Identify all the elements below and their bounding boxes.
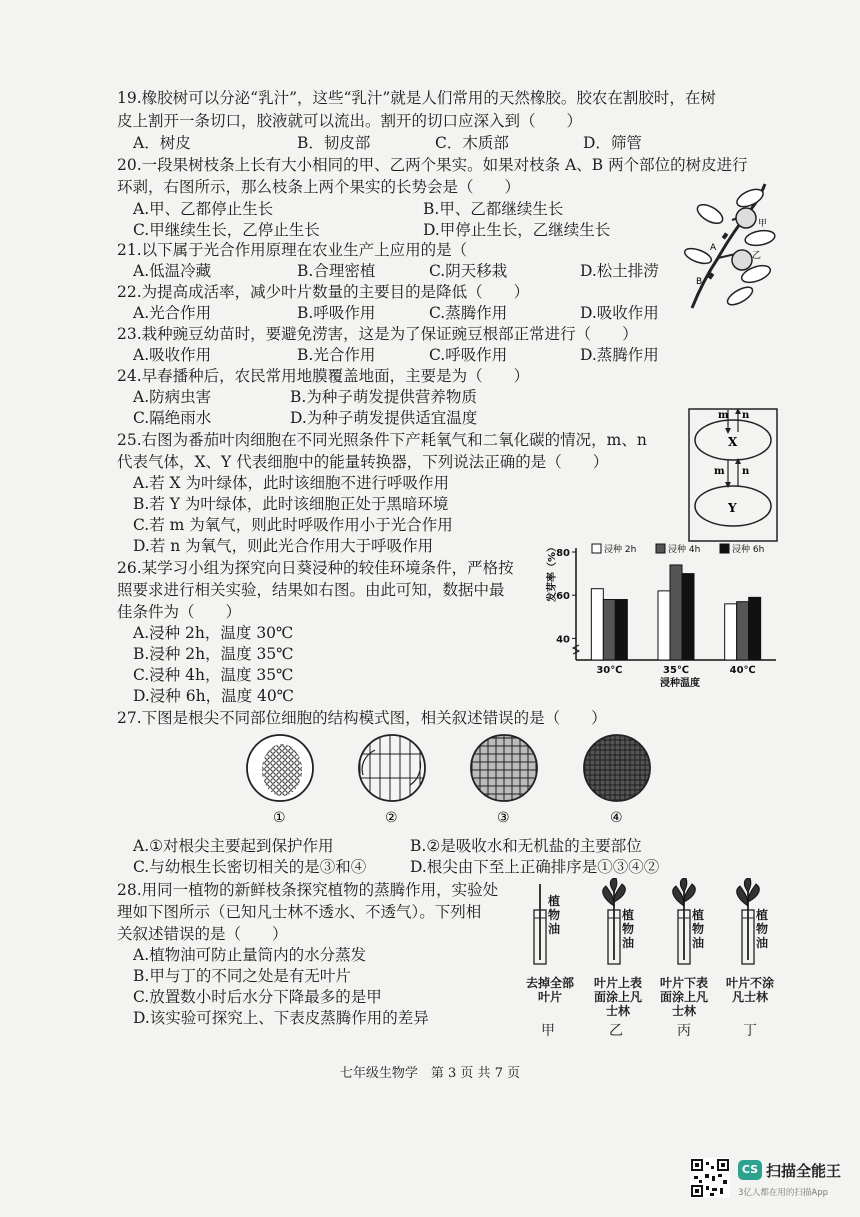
chart-ytick-label: 40 — [556, 634, 570, 646]
q23-option-b: B.光合作用 — [297, 346, 376, 364]
q28-line1: 28.用同一植物的新鲜枝条探究植物的蒸腾作用，实验处 — [117, 881, 499, 899]
caption-ding: 叶片不涂凡士林 — [725, 976, 774, 1004]
q28-option-b: B.甲与丁的不同之处是有无叶片 — [133, 967, 351, 985]
chart-bar — [615, 600, 627, 660]
q22-line1: 22.为提高成活率，减少叶片数量的主要目的是降低（ ） — [117, 283, 530, 301]
q23-option-d: D.蒸腾作用 — [580, 346, 659, 364]
germination-chart — [540, 540, 780, 690]
q23-option-c: C.呼吸作用 — [429, 346, 508, 364]
cell-label-4: ④ — [610, 810, 623, 826]
girdle-label-b: B — [696, 277, 703, 287]
chart-bar — [682, 574, 694, 660]
oil-label-yi: 植物油 — [622, 908, 635, 950]
chart-legend-swatch — [656, 544, 665, 553]
q21-option-d: D.松土排涝 — [580, 262, 659, 280]
brand-logo-icon: CS — [738, 1160, 762, 1180]
chart-legend-swatch — [720, 544, 729, 553]
q25-option-a: A.若 X 为叶绿体，此时该细胞不进行呼吸作用 — [133, 474, 450, 492]
oil-label-jia: 植物油 — [548, 894, 561, 936]
root-cells-figure — [240, 730, 660, 830]
q24-option-c: C.隔绝雨水 — [133, 409, 212, 427]
branch-fruit-figure — [670, 178, 780, 313]
cell-label-2: ② — [385, 810, 398, 826]
q23-option-a: A.吸收作用 — [133, 346, 212, 364]
brand-title: 扫描全能王 — [766, 1162, 842, 1180]
q19-line2: 皮上割开一条切口，胶液就可以流出。割开的切口应深入到（ ） — [117, 112, 583, 130]
chart-ylabel: 发芽率（%） — [547, 541, 558, 602]
chart-bar — [658, 591, 670, 660]
chart-bar — [591, 589, 603, 660]
q28-option-d: D.该实验可探究上、下表皮蒸腾作用的差异 — [133, 1009, 429, 1027]
chart-bar — [670, 565, 682, 660]
q23-line1: 23.栽种豌豆幼苗时，要避免涝害，这是为了保证豌豆根部正常进行（ ） — [117, 325, 638, 343]
q21-option-b: B.合理密植 — [297, 262, 376, 280]
chart-legend-label: 浸种 4h — [668, 545, 701, 555]
q25-option-b: B.若 Y 为叶绿体，此时该细胞正处于黑暗环境 — [133, 495, 449, 513]
chart-xtick-label: 40℃ — [729, 665, 756, 676]
q22-option-d: D.吸收作用 — [580, 304, 659, 322]
q28-option-c: C.放置数小时后水分下降最多的是甲 — [133, 988, 382, 1006]
q22-option-c: C.蒸腾作用 — [429, 304, 508, 322]
caption-bing: 叶片下表面涂上凡士林 — [659, 976, 708, 1018]
cell-xy-figure — [688, 408, 778, 543]
gas-label-m-top: m — [718, 410, 729, 421]
q27-option-c: C.与幼根生长密切相关的是③和④ — [133, 858, 367, 876]
q25-option-d: D.若 n 为氧气，则此光合作用大于呼吸作用 — [133, 537, 434, 555]
cell-label-1: ① — [273, 810, 286, 826]
tube-name-yi: 乙 — [609, 1023, 623, 1039]
organelle-label-y: Y — [728, 501, 737, 515]
caption-jia: 去掉全部叶片 — [525, 976, 574, 1004]
fruit-label-jia: 甲 — [758, 219, 768, 229]
organelle-label-x: X — [728, 435, 738, 449]
q20-option-d: D.甲停止生长，乙继续生长 — [423, 221, 611, 239]
tube-name-jia: 甲 — [541, 1023, 555, 1039]
q21-line1: 21.以下属于光合作用原理在农业生产上应用的是（ — [117, 241, 468, 259]
fruit-label-yi: 乙 — [752, 251, 762, 261]
page-footer: 七年级生物学 第 3 页 共 7 页 — [339, 1066, 521, 1081]
tube-name-ding: 丁 — [743, 1023, 757, 1039]
chart-xlabel: 浸种温度 — [660, 678, 700, 689]
q19-option-c: C．木质部 — [435, 134, 509, 152]
q24-line1: 24.早春播种后，农民常用地膜覆盖地面，主要是为（ ） — [117, 367, 530, 385]
q27-line1: 27.下图是根尖不同部位细胞的结构模式图，相关叙述错误的是（ ） — [117, 709, 607, 727]
caption-yi: 叶片上表面涂上凡士林 — [593, 976, 642, 1018]
q20-option-a: A.甲、乙都停止生长 — [133, 200, 274, 218]
transpiration-figure — [520, 878, 790, 968]
q25-line2: 代表气体，X、Y 代表细胞中的能量转换器，下列说法正确的是（ ） — [117, 453, 609, 471]
chart-ytick-label: 60 — [556, 591, 570, 603]
oil-label-ding: 植物油 — [756, 908, 769, 950]
q21-option-a: A.低温冷藏 — [133, 262, 212, 280]
chart-ytick-label: 80 — [556, 548, 570, 559]
q26-option-b: B.浸种 2h，温度 35℃ — [133, 645, 294, 663]
chart-legend-label: 浸种 6h — [732, 545, 765, 555]
q26-line1: 26.某学习小组为探究向日葵浸种的较佳环境条件，严格按 — [117, 559, 514, 577]
q25-line1: 25.右图为番茄叶肉细胞在不同光照条件下产耗氧气和二氧化碳的情况，m、n — [117, 431, 647, 449]
q28-line3: 关叙述错误的是（ ） — [117, 925, 288, 943]
q20-line2: 环剥，右图所示，那么枝条上两个果实的长势会是（ ） — [117, 178, 521, 196]
q24-option-d: D.为种子萌发提供适宜温度 — [290, 409, 478, 427]
brand-subtitle: 3亿人都在用的扫描App — [738, 1188, 829, 1198]
cell-label-3: ③ — [497, 810, 510, 826]
q26-line3: 佳条件为（ ） — [117, 603, 242, 621]
q26-line2: 照要求进行相关实验，结果如右图。由此可知，数据中最 — [117, 581, 505, 599]
cylinder-jia — [534, 884, 546, 964]
qr-code-icon — [690, 1158, 730, 1198]
q26-option-d: D.浸种 6h，温度 40℃ — [133, 687, 295, 705]
chart-bar — [603, 600, 615, 660]
q21-option-c: C.阴天移栽 — [429, 262, 508, 280]
q20-option-c: C.甲继续生长，乙停止生长 — [133, 221, 320, 239]
q19-option-b: B．韧皮部 — [297, 134, 371, 152]
gas-label-n-top: n — [742, 410, 750, 421]
oil-label-bing: 植物油 — [692, 908, 705, 950]
q27-option-a: A.①对根尖主要起到保护作用 — [133, 837, 334, 855]
chart-legend-swatch — [592, 544, 601, 553]
girdle-label-a: A — [710, 243, 717, 253]
chart-bar — [725, 604, 737, 660]
gas-label-m-mid: m — [714, 466, 725, 477]
q19-option-a: A．树皮 — [133, 134, 191, 152]
q20-option-b: B.甲、乙都继续生长 — [423, 200, 564, 218]
q27-option-d: D.根尖由下至上正确排序是①③④② — [410, 858, 660, 876]
q19-option-d: D．筛管 — [583, 134, 642, 152]
q25-option-c: C.若 m 为氧气，则此时呼吸作用小于光合作用 — [133, 516, 453, 534]
q24-option-a: A.防病虫害 — [133, 388, 212, 406]
chart-xtick-label: 30℃ — [596, 665, 623, 676]
q28-line2: 理如下图所示（已知凡士林不透水、不透气）。下列相 — [117, 903, 482, 921]
q22-option-b: B.呼吸作用 — [297, 304, 376, 322]
q26-option-c: C.浸种 4h，温度 35℃ — [133, 666, 294, 684]
tube-name-bing: 丙 — [677, 1023, 691, 1039]
chart-bar — [737, 602, 749, 660]
q24-option-b: B.为种子萌发提供营养物质 — [290, 388, 477, 406]
chart-xtick-label: 35℃ — [662, 665, 690, 676]
q22-option-a: A.光合作用 — [133, 304, 212, 322]
q27-option-b: B.②是吸收水和无机盐的主要部位 — [410, 837, 642, 855]
q28-option-a: A.植物油可防止量筒内的水分蒸发 — [133, 946, 367, 964]
q26-option-a: A.浸种 2h，温度 30℃ — [133, 624, 294, 642]
q19-line1: 19.橡胶树可以分泌“乳汁”，这些“乳汁”就是人们常用的天然橡胶。胶农在割胶时，在树 — [117, 89, 716, 107]
q20-line1: 20.一段果树枝条上长有大小相同的甲、乙两个果实。如果对枝条 A、B 两个部位的树皮进行 — [117, 156, 748, 174]
chart-legend-label: 浸种 2h — [604, 545, 637, 555]
chart-axis-break — [573, 645, 579, 654]
chart-bar — [749, 597, 761, 660]
gas-label-n-mid: n — [742, 466, 750, 477]
